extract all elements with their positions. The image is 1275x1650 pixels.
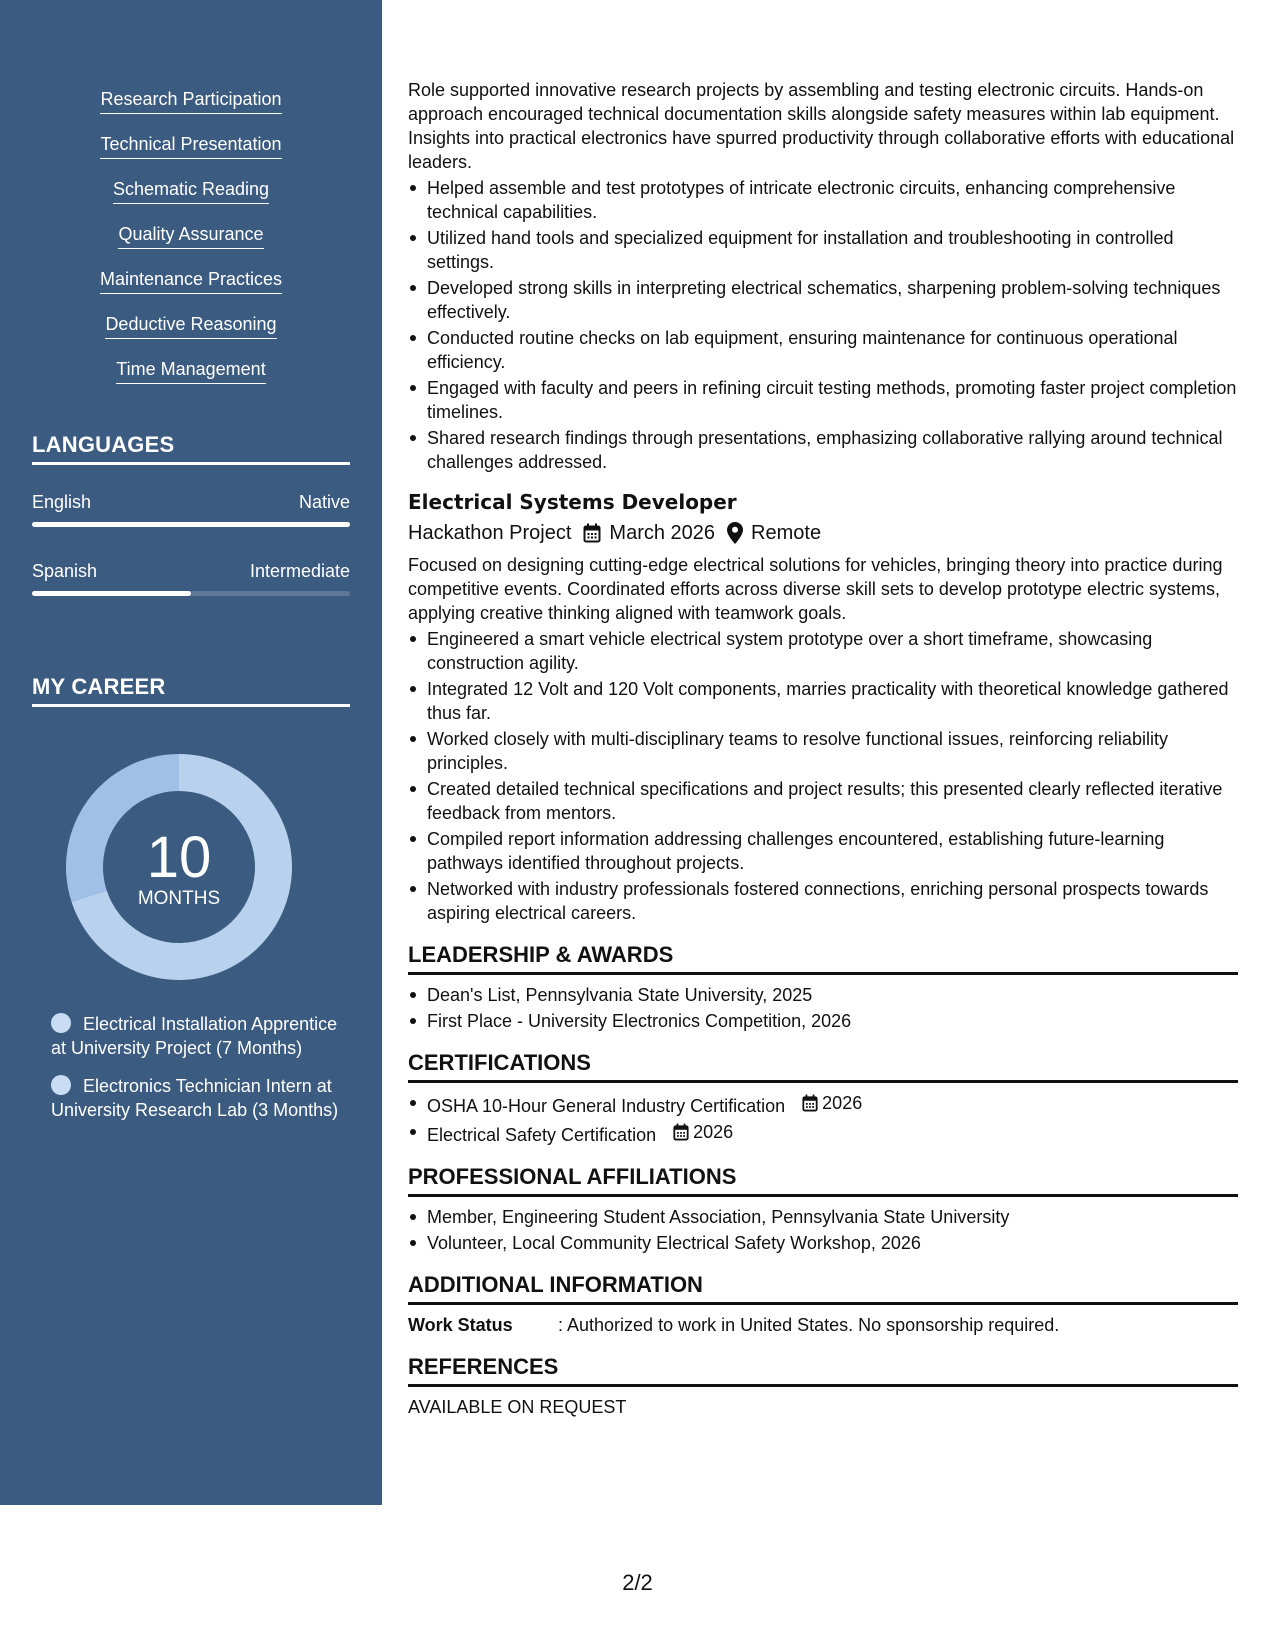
list-item: Conducted routine checks on lab equipment, ensuring maintenance for continuous operational efficiency. — [408, 326, 1238, 374]
list-item: Volunteer, Local Community Electrical Safety Workshop, 2026 — [408, 1231, 1238, 1255]
list-item: Helped assemble and test prototypes of intricate electronic circuits, enhancing comprehensive technical capabilities. — [408, 176, 1238, 224]
language-level: Native — [298, 492, 350, 512]
job-company: Hackathon Project — [408, 522, 572, 544]
skill-link[interactable]: Quality Assurance — [118, 221, 263, 249]
list-item: Worked closely with multi-disciplinary teams to resolve functional issues, reinforcing reliability principles. — [408, 727, 1238, 775]
list-item: Developed strong skills in interpreting electrical schematics, sharpening problem-solving techniques effectively. — [408, 276, 1238, 324]
additional-info-heading: ADDITIONAL INFORMATION — [408, 1271, 1238, 1305]
skill-link[interactable]: Time Management — [116, 356, 265, 384]
languages-heading: LANGUAGES — [32, 432, 350, 465]
list-item: Created detailed technical specifications and project results; this presented clearly reflected iterative feedback from mentors. — [408, 777, 1238, 825]
list-item: Engaged with faculty and peers in refining circuit testing methods, promoting faster project completion timelines. — [408, 376, 1238, 424]
list-item: Member, Engineering Student Association, Pennsylvania State University — [408, 1205, 1238, 1229]
certification-year: 2026 — [822, 1093, 863, 1113]
skill-link[interactable]: Deductive Reasoning — [105, 311, 276, 339]
references-text: AVAILABLE ON REQUEST — [408, 1397, 627, 1417]
language-name: English — [32, 492, 92, 512]
career-item-text: Electronics Technician Intern at University Research Lab (3 Months) — [51, 1076, 339, 1120]
language-name: Spanish — [32, 561, 98, 581]
affiliations-list — [408, 1205, 1238, 1255]
work-status-value: : Authorized to work in United States. No sponsorship required. — [558, 1315, 1060, 1335]
certification-date — [802, 1091, 862, 1115]
intro-paragraph: Role supported innovative research projects by assembling and testing electronic circuits. Hands-on approach encouraged technical documentation skills alongside safety measures within lab equipment. Insights into practical electronics have spurred productivity through collaborative efforts with educational leaders. — [408, 80, 1235, 172]
calendar-icon — [802, 1094, 818, 1112]
page-number: 2/2 — [622, 1570, 653, 1595]
calendar-icon — [673, 1123, 689, 1141]
work-status-label: Work Status — [408, 1315, 513, 1335]
list-item: Integrated 12 Volt and 120 Volt components, marries practicality with theoretical knowledge gathered thus far. — [408, 677, 1238, 725]
career-heading: MY CAREER — [32, 674, 350, 707]
career-total-unit: MONTHS — [137, 888, 221, 909]
certifications-heading: CERTIFICATIONS — [408, 1049, 1238, 1083]
location-pin-icon — [727, 522, 743, 544]
certifications-list — [408, 1091, 1238, 1147]
job-title: Electrical Systems Developer — [408, 490, 737, 514]
skill-link[interactable]: Maintenance Practices — [100, 266, 282, 294]
references-heading: REFERENCES — [408, 1353, 1238, 1387]
skill-link[interactable]: Schematic Reading — [113, 176, 269, 204]
skill-link[interactable]: Technical Presentation — [100, 131, 281, 159]
career-item — [51, 1012, 341, 1060]
career-list — [51, 1012, 341, 1136]
career-dot-icon — [51, 1013, 71, 1033]
language-proficiency-bar — [32, 591, 350, 596]
list-item — [408, 1091, 1238, 1118]
calendar-icon — [583, 523, 601, 543]
list-item: Dean's List, Pennsylvania State University, 2025 — [408, 983, 1238, 1007]
career-item — [51, 1074, 341, 1122]
donut-center — [66, 754, 292, 980]
career-dot-icon — [51, 1075, 71, 1095]
certification-name: OSHA 10-Hour General Industry Certification — [427, 1096, 786, 1116]
language-proficiency-bar — [32, 522, 350, 527]
certification-name: Electrical Safety Certification — [427, 1125, 657, 1145]
skills-list — [0, 86, 382, 401]
job-meta — [408, 519, 1238, 547]
language-proficiency-fill — [32, 591, 191, 596]
list-item: Engineered a smart vehicle electrical system prototype over a short timeframe, showcasing construction agility. — [408, 627, 1238, 675]
list-item: Compiled report information addressing challenges encountered, establishing future-learning pathways identified throughout projects. — [408, 827, 1238, 875]
awards-heading: LEADERSHIP & AWARDS — [408, 941, 1238, 975]
certification-date — [673, 1120, 733, 1144]
job-bullets — [408, 627, 1238, 925]
career-donut-chart — [66, 754, 292, 980]
career-item-text: Electrical Installation Apprentice at University Project (7 Months) — [51, 1014, 338, 1058]
career-total-value: 10 — [146, 825, 212, 890]
skill-link[interactable]: Research Participation — [100, 86, 281, 114]
language-level: Intermediate — [249, 561, 350, 581]
list-item: Shared research findings through presentations, emphasizing collaborative rallying around technical challenges addressed. — [408, 426, 1238, 474]
language-proficiency-fill — [32, 522, 350, 527]
certification-year: 2026 — [693, 1122, 734, 1142]
job-location: Remote — [751, 522, 822, 544]
work-status-row — [408, 1313, 1238, 1337]
job-paragraph: Focused on designing cutting-edge electrical solutions for vehicles, bringing theory into practice during competitive events. Coordinated efforts across diverse skill sets to develop prototype electric systems, applying creative thinking aligned with teamwork goals. — [408, 555, 1223, 623]
main-content — [408, 78, 1238, 1419]
job-date: March 2026 — [609, 522, 716, 544]
sidebar — [0, 0, 382, 1505]
list-item — [408, 1120, 1238, 1147]
affiliations-heading: PROFESSIONAL AFFILIATIONS — [408, 1163, 1238, 1197]
intro-bullets — [408, 176, 1238, 474]
list-item: First Place - University Electronics Competition, 2026 — [408, 1009, 1238, 1033]
awards-list — [408, 983, 1238, 1033]
list-item: Utilized hand tools and specialized equipment for installation and troubleshooting in controlled settings. — [408, 226, 1238, 274]
list-item: Networked with industry professionals fostered connections, enriching personal prospects towards aspiring electrical careers. — [408, 877, 1238, 925]
